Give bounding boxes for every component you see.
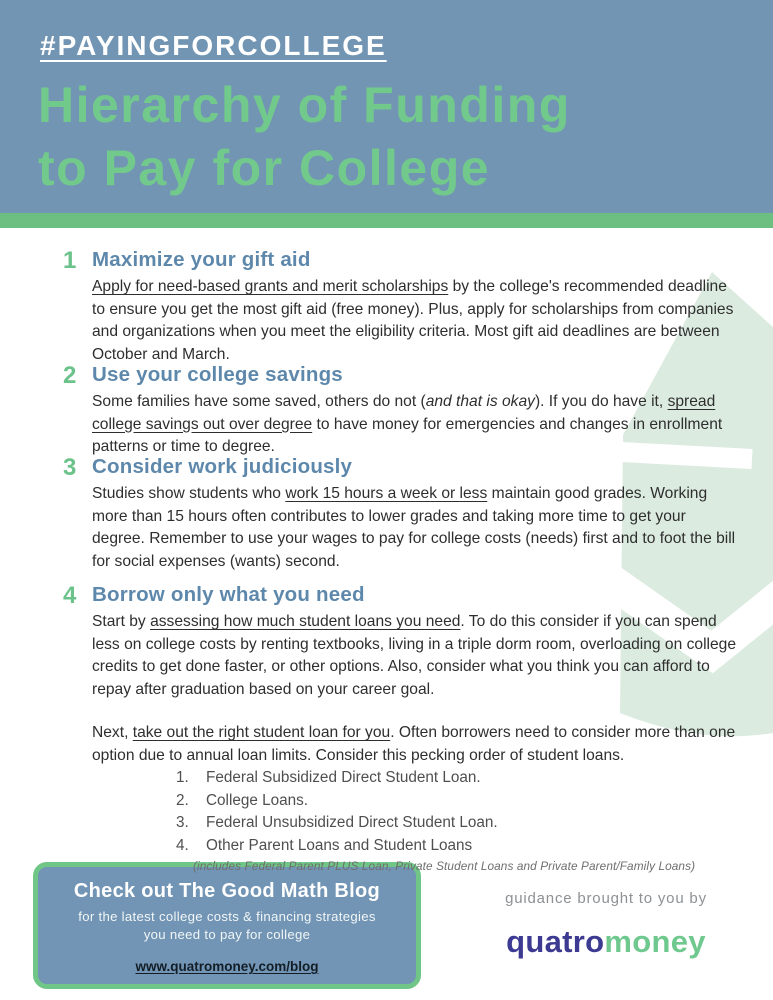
logo-quatro-part: quatro	[506, 924, 605, 959]
body-text: maintain good grades. Working more than 15 hours often contributes to lower grades and taking more time to get your degree. Remember to use your wages to pay for college costs (needs) first and to foot the bill for social expenses (wants) second.	[92, 485, 736, 570]
list-item-number: 1.	[176, 769, 189, 786]
section-heading: Maximize your gift aid	[92, 248, 311, 271]
section-number: 3	[63, 454, 77, 481]
blog-box-subtitle-line2: you need to pay for college	[143, 927, 311, 942]
logo-money-part: money	[604, 924, 706, 959]
loan-list-item	[92, 812, 743, 835]
section-number: 1	[63, 247, 77, 274]
body-text: by the college's recommended deadline to ensure you get the most gift aid (free money). Plus, apply for scholarships from companies and organizations when you meet the eligibility criteria. Most gift aid deadlines are between October and March.	[92, 278, 734, 363]
body-text: Studies show students who	[92, 485, 286, 502]
blog-url-link[interactable]: www.quatromoney.com/blog	[135, 959, 319, 974]
body-text: Start by	[92, 613, 151, 630]
page-title-line2: to Pay for College	[38, 140, 491, 196]
section-heading: Consider work judiciously	[92, 455, 353, 478]
blog-callout-box	[33, 862, 421, 989]
quatromoney-logo	[452, 924, 760, 960]
body-text: Some families have some saved, others do not (	[92, 393, 426, 410]
section-number: 2	[63, 362, 77, 389]
list-item-number: 2.	[176, 791, 189, 809]
body-text: ). If you do have it,	[534, 393, 668, 410]
section-paragraph	[92, 483, 742, 573]
section-college-savings	[63, 363, 743, 459]
section-paragraph	[92, 611, 742, 701]
underlined-text: spread college savings out over degree	[92, 393, 716, 433]
section-heading: Use your college savings	[92, 363, 343, 386]
loan-list-item	[92, 835, 743, 858]
section-maximize-gift-aid	[63, 248, 743, 366]
divider-bar	[0, 213, 773, 228]
loan-pecking-order-list	[92, 767, 743, 873]
italic-text: and that is okay	[425, 393, 535, 410]
body-text: Next,	[92, 724, 133, 741]
section-heading: Borrow only what you need	[92, 583, 365, 606]
section-work-judiciously	[63, 455, 743, 573]
list-item-text: Other Parent Loans and Student Loans	[206, 836, 473, 854]
section-paragraph	[92, 391, 742, 459]
list-item-text: Federal Subsidized Direct Student Loan.	[206, 769, 481, 786]
list-item-text: College Loans.	[206, 791, 309, 809]
branding-tagline: guidance brought to you by	[505, 890, 707, 907]
blog-box-subtitle-line1: for the latest college costs & financing strategies	[78, 909, 376, 924]
page-title-line1: Hierarchy of Funding	[38, 77, 571, 133]
section-borrow-what-you-need	[63, 583, 743, 873]
underlined-text: assessing how much student loans you need	[150, 613, 461, 630]
underlined-text: Apply for need-based grants and merit scholarships	[92, 278, 449, 295]
body-text: . To do this consider if you can spend less on college costs by renting textbooks, living in a triple dorm room, overloading on college credits to get done faster, or other options. Also, consider what you think you can afford to repay after graduation based on your career goal.	[92, 613, 737, 698]
section-paragraph	[92, 276, 742, 366]
page-title	[38, 74, 571, 200]
list-item-text: Federal Unsubsidized Direct Student Loan.	[206, 814, 498, 831]
list-item-number: 4.	[176, 836, 189, 854]
underlined-text: take out the right student loan for you	[132, 724, 391, 741]
section-number: 4	[63, 582, 77, 609]
underlined-text: work 15 hours a week or less	[285, 485, 488, 502]
body-text: to have money for emergencies and changes in enrollment patterns or time to degree.	[92, 415, 723, 455]
blog-box-title: Check out The Good Math Blog	[73, 880, 381, 902]
branding-block	[452, 890, 760, 960]
body-text: . Often borrowers need to consider more than one option due to annual loan limits. Consider this pecking order of student loans.	[92, 724, 736, 764]
header-banner	[0, 0, 773, 213]
loan-list-item	[92, 767, 743, 790]
loan-list-footnote: (includes Federal Parent PLUS Loan, Private Student Loans and Private Parent/Family Loans)	[193, 859, 696, 873]
hashtag-label: #PAYINGFORCOLLEGE	[40, 30, 387, 61]
section-paragraph	[92, 722, 742, 767]
list-item-number: 3.	[176, 814, 189, 831]
loan-list-item	[92, 790, 743, 813]
